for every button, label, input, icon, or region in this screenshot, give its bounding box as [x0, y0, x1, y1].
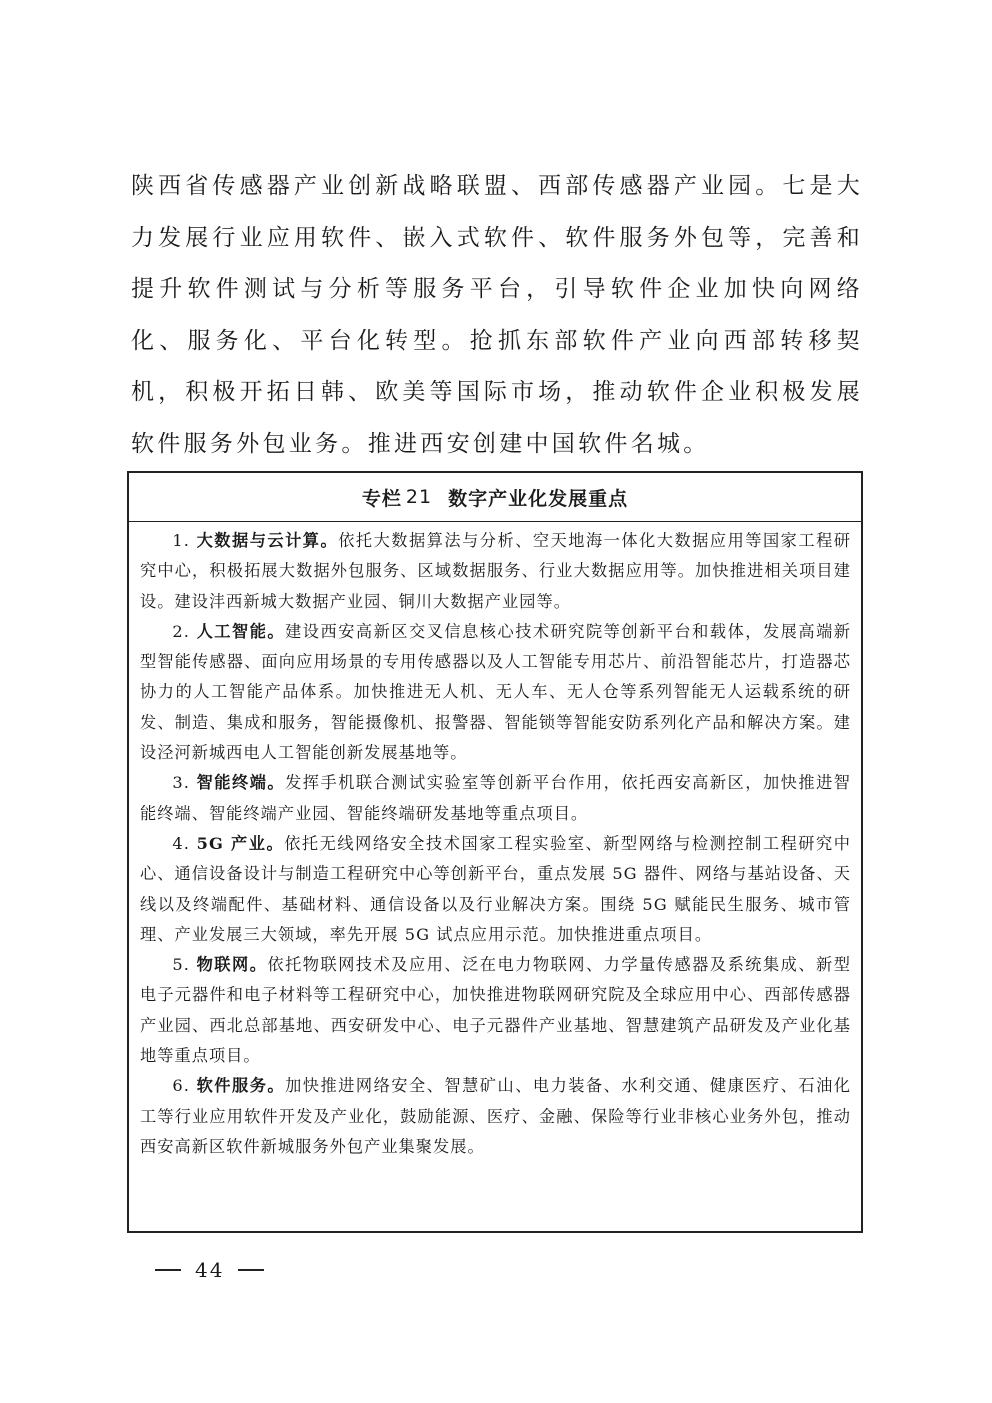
page-number: 44	[195, 1258, 225, 1282]
item-text: 依托大数据算法与分析、空天地海一体化大数据应用等国家工程研究中心，积极拓展大数据外包服务、区域数据服务、行业大数据应用等。加快推进相关项目建设。建设沣西新城大数据产业园、铜川大数据产业园等。	[140, 531, 852, 611]
item-lead: 大数据与云计算。	[196, 531, 339, 550]
item-text: 依托无线网络安全技术国家工程实验室、新型网络与检测控制工程研究中心、通信设备设计与制造工程研究中心等创新平台，重点发展 5G 器件、网络与基站设备、天线以及终端配件、基础材料、通信设备以及行业解决方案。围绕 5G 赋能民生服务、城市管理、产业发展三大领域，率先开展 5G 试点应用示范。加快推进重点项目。	[140, 833, 851, 944]
box-title	[129, 473, 861, 522]
item-text: 加快推进网络安全、智慧矿山、电力装备、水利交通、健康医疗、石油化工等行业应用软件开发及产业化，鼓励能源、医疗、金融、保险等行业非核心业务外包，推动西安高新区软件新城服务外包产业集聚发展。	[140, 1076, 852, 1156]
footer-dash-right	[238, 1269, 264, 1271]
list-item	[140, 617, 851, 768]
item-text: 发挥手机联合测试实验室等创新平台作用，依托西安高新区，加快推进智能终端、智能终端产业园、智能终端研发基地等重点项目。	[140, 773, 852, 823]
box-heading: 数字产业化发展重点	[448, 487, 629, 510]
item-lead: 软件服务。	[196, 1076, 286, 1096]
item-lead: 5G 产业。	[196, 833, 285, 853]
item-number: 4.	[172, 833, 190, 853]
list-item	[140, 526, 851, 617]
box-number: 21	[405, 486, 433, 508]
item-number: 3.	[172, 773, 190, 793]
list-item	[140, 950, 851, 1071]
intro-paragraph: 陕西省传感器产业创新战略联盟、西部传感器产业园。七是大力发展行业应用软件、嵌入式软件、软件服务外包等，完善和提升软件测试与分析等服务平台，引导软件企业加快向网络化、服务化、平台化转型。抢抓东部软件产业向西部转移契机，积极开拓日韩、欧美等国际市场，推动软件企业积极发展软件服务外包业务。推进西安创建中国软件名城。	[131, 173, 863, 457]
item-text: 依托物联网技术及应用、泛在电力物联网、力学量传感器及系统集成、新型电子元器件和电子材料等工程研究中心，加快推进物联网研究院及全球应用中心、西部传感器产业园、西北总部基地、西安研发中心、电子元器件产业基地、智慧建筑产品研发及产业化基地等重点项目。	[140, 955, 851, 1066]
box-label: 专栏	[361, 487, 402, 510]
item-number: 1.	[172, 531, 190, 550]
item-text: 建设西安高新区交叉信息核心技术研究院等创新平台和载体，发展高端新型智能传感器、面向应用场景的专用传感器以及人工智能专用芯片、前沿智能芯片，打造器芯协力的人工智能产品体系。加快推进无人机、无人车、无人仓等系列智能无人运载系统的研发、制造、集成和服务，智能摄像机、报警器、智能锁等智能安防系列化产品和解决方案。建设泾河新城西电人工智能创新发展基地等。	[140, 621, 852, 763]
list-item	[140, 768, 851, 829]
item-number: 5.	[172, 955, 190, 975]
footer-dash-left	[155, 1269, 181, 1271]
item-number: 2.	[172, 621, 190, 641]
list-item	[140, 829, 851, 950]
page-footer	[155, 1258, 264, 1282]
item-lead: 人工智能。	[196, 621, 286, 641]
list-item	[140, 1071, 851, 1162]
item-lead: 智能终端。	[196, 773, 286, 793]
item-lead: 物联网。	[196, 955, 268, 975]
feature-box	[127, 471, 863, 1233]
item-number: 6.	[172, 1076, 190, 1096]
box-body	[129, 522, 861, 1162]
